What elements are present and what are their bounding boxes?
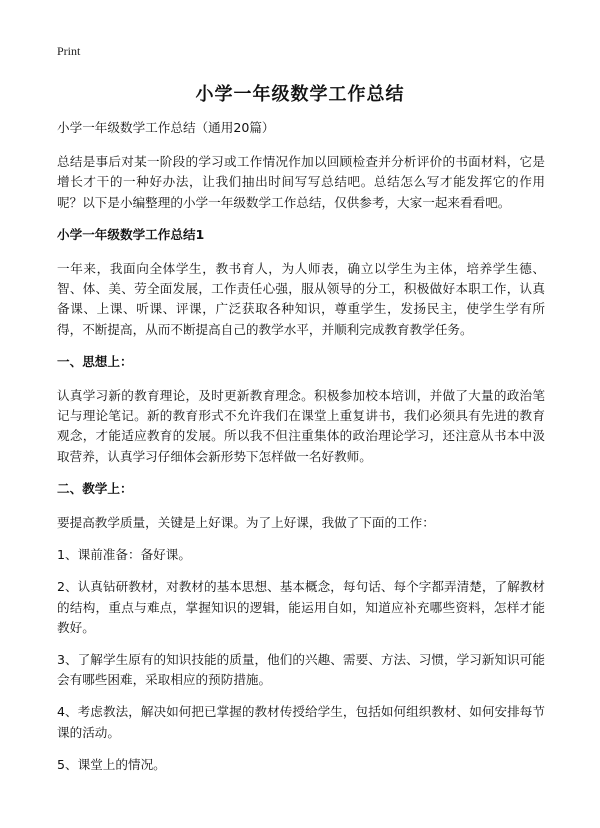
teaching-intro: 要提高教学质量，关键是上好课。为了上好课，我做了下面的工作： (57, 515, 435, 531)
list-item: 5、课堂上的情况。 (57, 756, 166, 772)
section-heading: 小学一年级数学工作总结1 (57, 226, 205, 242)
list-item: 2、认真钻研教材，对教材的基本思想、基本概念，每句话、每个字都弄清楚，了解教材的结构，重点与难点，掌握知识的逻辑，能运用自如，知道应补充哪些资料，怎样才能教好。 (57, 579, 545, 635)
list-item: 1、课前准备：备好课。 (57, 547, 191, 563)
intro-paragraph: 总结是事后对某一阶段的学习或工作情况作加以回顾检查并分析评价的书面材料，它是增长才干的一种好办法，让我们抽出时间写写总结吧。总结怎么写才能发挥它的作用呢？以下是小编整理的小学一年级数学工作总结，仅供参考，大家一起来看看吧。 (57, 154, 545, 210)
list-item: 4、考虑教法，解决如何把已掌握的教材传授给学生，包括如何组织教材、如何安排每节课的活动。 (57, 704, 545, 740)
thought-heading: 一、思想上： (57, 353, 133, 369)
document-subtitle: 小学一年级数学工作总结（通用20篇） (57, 120, 275, 135)
document-body (57, 118, 545, 787)
section-paragraph: 一年来，我面向全体学生，教书育人，为人师表，确立以学生为主体，培养学生德、智、体、美、劳全面发展，工作责任心强，服从领导的分工，积极做好本职工作，认真备课、上课、听课、评课，广泛获取各种知识，尊重学生，发扬民主，使学生学有所得，不断提高，从而不断提高自己的教学水平，并顺利完成教育教学任务。 (57, 261, 545, 337)
teaching-heading: 二、教学上： (57, 480, 133, 496)
print-link[interactable]: Print (57, 44, 81, 58)
list-item: 3、了解学生原有的知识技能的质量，他们的兴趣、需要、方法、习惯，学习新知识可能会有哪些困难，采取相应的预防措施。 (57, 652, 545, 688)
page-title: 小学一年级数学工作总结 (195, 84, 405, 105)
thought-paragraph: 认真学习新的教育理论，及时更新教育理念。积极参加校本培训，并做了大量的政治笔记与理论笔记。新的教育形式不允许我们在课堂上重复讲书，我们必须具有先进的教育观念，才能适应教育的发展。所以我不但注重集体的政治理论学习，还注意从书本中汲取营养，认真学习仔细体会新形势下怎样做一名好教师。 (57, 388, 545, 464)
